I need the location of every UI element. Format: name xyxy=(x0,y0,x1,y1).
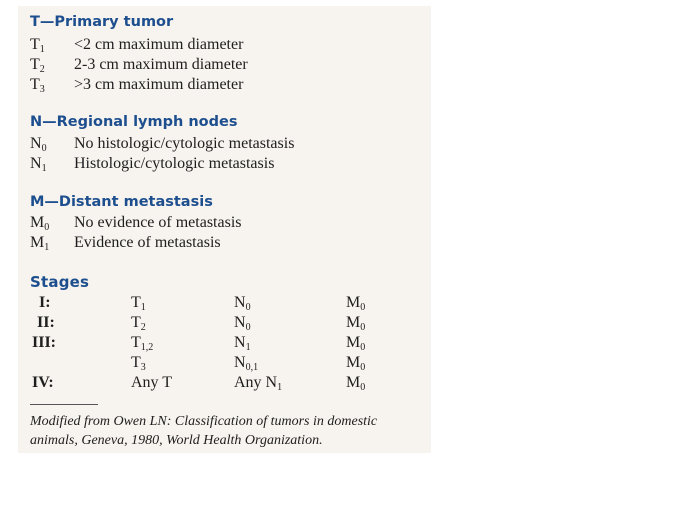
m-section-heading: M—Distant metastasis xyxy=(30,194,213,210)
stage-m-value: $M_0$ xyxy=(346,374,366,393)
stage-t-value: $T_1$ xyxy=(131,294,146,313)
stages-heading: Stages xyxy=(30,273,90,291)
footnote-divider xyxy=(30,404,98,405)
stage-m-value: $M_0$ xyxy=(346,334,366,353)
m0-code: $M_0$ xyxy=(30,214,50,233)
footnote-line-1: Modified from Owen LN: Classification of tumors in domestic xyxy=(30,414,378,429)
n0-description: No histologic/cytologic metastasis xyxy=(74,135,295,152)
t3-description: >3 cm maximum diameter xyxy=(74,76,244,93)
stage-m-value: $M_0$ xyxy=(346,294,366,313)
stage-m-value: $M_0$ xyxy=(346,314,366,333)
t3-code: $T_3$ xyxy=(30,76,45,95)
stage-label: II: xyxy=(37,314,55,331)
t2-code: $T_2$ xyxy=(30,56,45,75)
stage-n-value: $N_1$ xyxy=(234,334,251,353)
stage-t-value: Any T xyxy=(131,374,173,391)
stage-m-value: $M_0$ xyxy=(346,354,366,373)
stage-t-value: $T_2$ xyxy=(131,314,146,333)
n1-description: Histologic/cytologic metastasis xyxy=(74,155,275,172)
n0-code: $N_0$ xyxy=(30,135,47,154)
stage-t-value: $T_3$ xyxy=(131,354,146,373)
stage-label: IV: xyxy=(32,374,54,391)
t2-description: 2-3 cm maximum diameter xyxy=(74,56,248,73)
stage-t-value: $T_{1,2}$ xyxy=(131,334,154,353)
t1-code: $T_1$ xyxy=(30,36,45,55)
stage-label: III: xyxy=(32,334,57,351)
m0-description: No evidence of metastasis xyxy=(74,214,242,231)
stage-n-value: Any $N_1$ xyxy=(234,374,283,393)
m1-code: $M_1$ xyxy=(30,234,50,253)
stage-n-value: $N_0$ xyxy=(234,314,251,333)
m1-description: Evidence of metastasis xyxy=(74,234,221,251)
footnote-line-2: animals, Geneva, 1980, World Health Organization. xyxy=(30,433,323,448)
t-section-heading: T—Primary tumor xyxy=(30,14,174,30)
stage-label: I: xyxy=(39,294,51,311)
t1-description: <2 cm maximum diameter xyxy=(74,36,244,53)
n1-code: $N_1$ xyxy=(30,155,47,174)
stage-n-value: $N_0$ xyxy=(234,294,251,313)
n-section-heading: N—Regional lymph nodes xyxy=(30,114,238,130)
stage-n-value: $N_{0,1}$ xyxy=(234,354,259,373)
